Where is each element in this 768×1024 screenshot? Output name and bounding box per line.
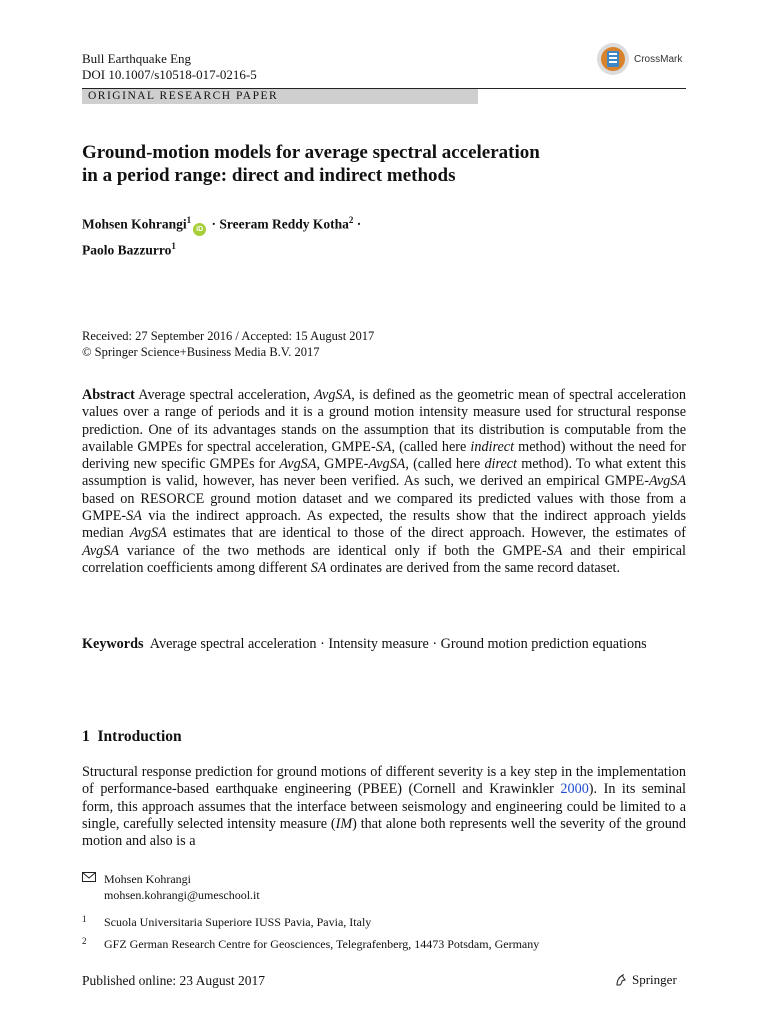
title-line-1: Ground-motion models for average spectral acceleration [82,142,540,163]
abstract-text: method). To what extent this assumption is valid, however, has never been verified. As such, we derived an empirical GMPE- [82,456,686,490]
section-heading [82,728,182,746]
contact-name: Mohsen Kohrangi [104,872,191,886]
author-name[interactable]: Paolo Bazzurro [82,242,172,257]
keywords-text: Average spectral acceleration · Intensity measure · Ground motion prediction equations [149,636,647,652]
affiliation-1 [82,912,371,930]
contact-email[interactable]: mohsen.kohrangi@umeschool.it [104,888,260,902]
abstract-text: ordinates are derived from the same record dataset. [326,559,620,576]
abstract-emphasis: AvgSA [129,525,167,542]
keywords-heading: Keywords [82,636,144,652]
abstract-text: method) without the need for deriving new specific GMPEs for [82,438,686,473]
envelope-icon [82,872,96,882]
abstract-text: Average spectral acceleration, [134,387,315,403]
abstract-text: , is defined as the geometric mean of spectral acceleration values over a range of periods and it is a ground motion intensity measure used for structural response prediction. One of its advantages stands on the assumption that its distribution is computable from the available GMPEs for spectral acceleration, GMPE- [82,387,686,455]
springer-horse-icon [614,973,628,987]
abstract-heading: Abstract [82,387,135,403]
article-type: ORIGINAL RESEARCH PAPER [82,89,478,104]
abstract [82,387,686,577]
title-line-2: in a period range: direct and indirect methods [82,165,456,186]
affiliation-number: 1 [82,914,87,924]
springer-logo [614,972,677,988]
abstract-text: , GMPE- [316,456,369,473]
section-title: Introduction [97,728,182,745]
abstract-text: via the indirect approach. As expected, the results show that the indirect approach yields median [82,508,686,542]
author-name[interactable]: Mohsen Kohrangi [82,216,187,232]
affiliation-text: Scuola Universitaria Superiore IUSS Pavia, Pavia, Italy [104,915,372,929]
author-list [82,210,682,260]
abstract-text: based on RESORCE ground motion dataset and we compared its predicted values with those from a GMPE- [82,490,686,525]
crossmark-icon [596,42,630,76]
abstract-emphasis: SA [375,438,392,455]
abstract-emphasis: indirect [470,438,515,455]
affiliation-2 [82,934,539,952]
abstract-text: and their empirical correlation coefficients among different [82,542,686,576]
doi[interactable]: DOI 10.1007/s10518-017-0216-5 [82,67,257,82]
published-date: Published online: 23 August 2017 [82,973,266,988]
paper-title [82,141,682,187]
publisher-name: Springer [632,972,677,987]
abstract-text: , (called here [391,438,471,455]
abstract-emphasis: AvgSA [368,456,406,473]
crossmark-label: CrossMark [634,53,683,65]
orcid-icon[interactable]: iD [193,223,206,236]
corresponding-author [82,871,260,903]
abstract-emphasis: AvgSA [82,542,120,559]
section-number: 1 [82,728,90,745]
intro-emphasis: IM [335,815,353,832]
author-affiliation: 1 [171,240,176,251]
citation-link[interactable]: 2000 [560,781,589,798]
keywords [82,636,686,653]
author-affiliation: 1 [186,215,192,225]
intro-text: ). In its seminal form, this approach assumes that the interface between seismology and engineering could be limited to a single, carefully selected intensity measure ( [82,781,686,832]
intro-text: Structural response prediction for ground motions of different severity is a key step in the implementation of performance-based earthquake engineering (PBEE) (Cornell and Krawinkler [82,764,686,798]
author-separator: · [208,216,220,232]
abstract-emphasis: AvgSA [648,473,686,490]
abstract-text: variance of the two methods are identical only if both the GMPE- [119,542,547,559]
received-accepted: Received: 27 September 2016 / Accepted: 15 August 2017 [82,329,375,343]
affiliation-number: 2 [82,936,87,946]
abstract-emphasis: AvgSA [314,387,352,403]
author-name[interactable]: Sreeram Reddy Kotha [219,216,349,232]
abstract-emphasis: AvgSA [279,456,317,473]
copyright: © Springer Science+Business Media B.V. 2017 [82,345,320,359]
abstract-emphasis: SA [310,559,327,576]
intro-text: ) that alone both represents well the severity of the ground motion and also is a [82,815,686,850]
crossmark-badge[interactable] [596,42,682,76]
abstract-emphasis: direct [484,456,518,473]
journal-name: Bull Earthquake Eng [82,51,192,66]
abstract-text: , (called here [405,456,485,473]
dates-block [82,328,374,360]
affiliation-text: GFZ German Research Centre for Geosciences, Telegrafenberg, 14473 Potsdam, Germany [104,937,540,951]
abstract-emphasis: SA [546,542,563,559]
abstract-emphasis: SA [126,508,142,525]
introduction-paragraph [82,764,686,850]
abstract-text: estimates that are identical to those of the direct approach. However, the estimates of [166,525,686,542]
journal-info [82,51,257,83]
author-affiliation: 2 [348,215,354,225]
author-separator: · [353,216,362,232]
